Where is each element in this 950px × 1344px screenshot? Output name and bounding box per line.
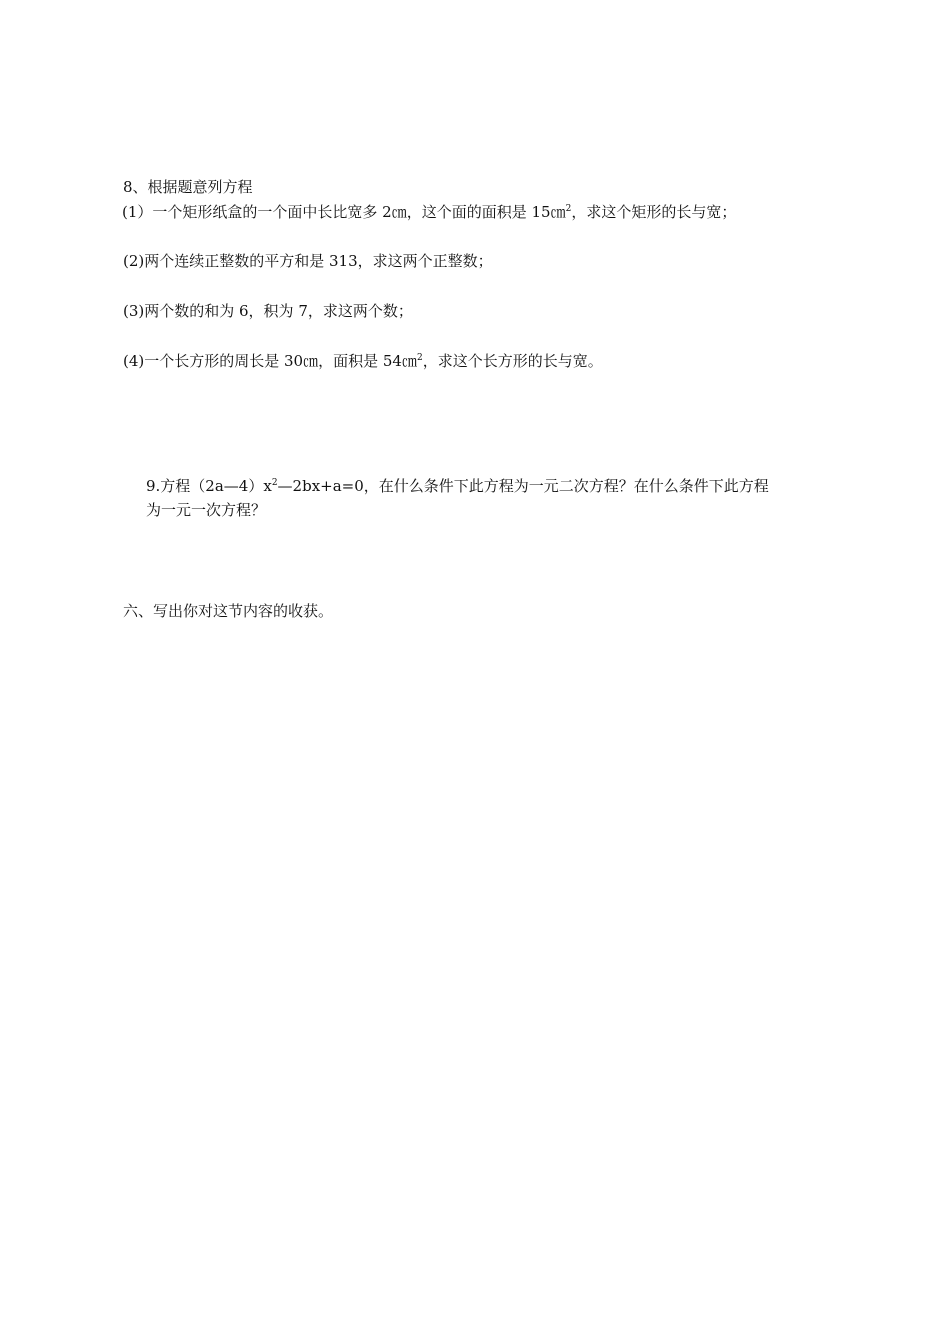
question-9-line-2: 为一元一次方程？ <box>146 501 267 519</box>
question-9-exponent: 2 <box>271 478 278 488</box>
question-8-item-3: (3)两个数的和为 6，积为 7，求这两个数； <box>123 302 413 320</box>
item-4-superscript: 2 <box>416 353 423 363</box>
question-8-title: 8、根据题意列方程 <box>123 178 253 196</box>
question-8-item-4 <box>123 351 603 371</box>
question-9-equation-start: 9.方程（2a—4）x <box>146 477 272 495</box>
section-6-heading: 六、写出你对这节内容的收获。 <box>123 602 334 620</box>
item-4-text: (4)一个长方形的周长是 30㎝，面积是 54㎝ <box>123 352 417 370</box>
question-8-item-1 <box>122 202 736 222</box>
item-1-text-end: ，求这个矩形的长与宽； <box>571 203 737 221</box>
item-1-superscript: 2 <box>565 204 572 214</box>
question-9-line-1 <box>146 476 769 496</box>
item-1-text: (1）一个矩形纸盒的一个面中长比宽多 2㎝，这个面的面积是 15㎝ <box>122 203 566 221</box>
question-9-text: —2bx+a=0，在什么条件下此方程为一元二次方程？在什么条件下此方程 <box>277 477 769 495</box>
item-4-text-end: ，求这个长方形的长与宽。 <box>422 352 603 370</box>
question-8-item-2: (2)两个连续正整数的平方和是 313，求这两个正整数； <box>123 252 493 270</box>
